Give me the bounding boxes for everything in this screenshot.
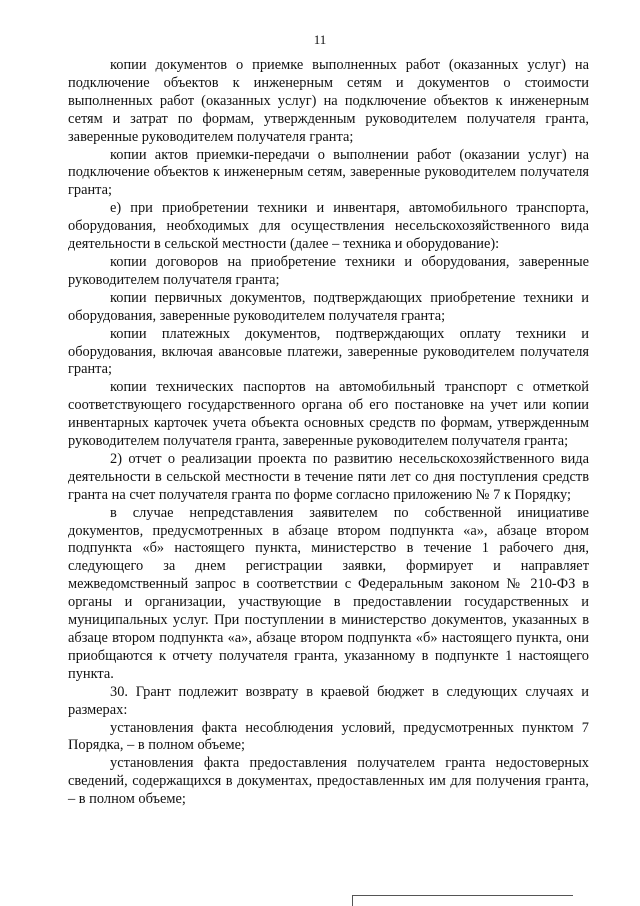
paragraph-purchase-contracts: копии договоров на приобретение техники и оборудования, заверенные руководителем получателя гранта; (68, 253, 589, 288)
document-body (68, 57, 589, 809)
paragraph-subitem-e: е) при приобретении техники и инвентаря, автомобильного транспорта, оборудования, необходимых для осуществления несельскохозяйственного вида деятельности в сельской местности (далее – техника и оборудование): (68, 200, 589, 253)
paragraph-interagency-request: в случае непредставления заявителем по собственной инициативе документов, предусмотренных в абзаце втором подпункта «а», абзаце втором подпункта «б» настоящего пункта, министерство в течение 1 рабочего дня, следующего за днем регистрации заявки, формирует и направляет межведомственный запрос в соответствии с Федеральным законом № 210-ФЗ в органы и организации, участвующие в предоставлении государственных и муниципальных услуг. При поступлении в министерство документов, указанных в абзаце втором подпункта «а», абзаце втором подпункта «б» настоящего пункта, они приобщаются к отчету получателя гранта, указанному в подпункте 1 настоящего пункта. (68, 504, 589, 682)
paragraph-false-information: установления факта предоставления получателем гранта недостоверных сведений, содержащихся в документах, предоставленных им для получения гранта, – в полном объеме; (68, 755, 589, 808)
paragraph-project-report: 2) отчет о реализации проекта по развитию несельскохозяйственного вида деятельности в сельской местности в течение пяти лет со дня поступления средств гранта на счет получателя гранта по форме согласно приложению № 7 к Порядку; (68, 450, 589, 503)
paragraph-noncompliance: установления факта несоблюдения условий, предусмотренных пунктом 7 Порядка, – в полном объеме; (68, 719, 589, 754)
scan-edge-mark (352, 895, 573, 906)
paragraph-acceptance-documents: копии документов о приемке выполненных работ (оказанных услуг) на подключение объектов к инженерным сетям и документов о стоимости выполненных работ (оказанных услуг) на подключение объектов к инженерным сетям и затрат по формам, утвержденным руководителем получателя гранта, заверенные руководителем получателя гранта; (68, 57, 589, 145)
paragraph-technical-passports: копии технических паспортов на автомобильный транспорт с отметкой соответствующего государственного органа об его постановке на учет или копии инвентарных карточек учета объекта основных средств по формам, утвержденным руководителем получателя гранта, заверенные руководителем получателя гранта; (68, 379, 589, 450)
paragraph-payment-documents: копии платежных документов, подтверждающих оплату техники и оборудования, включая авансовые платежи, заверенные руководителем получателя гранта; (68, 325, 589, 378)
paragraph-primary-documents: копии первичных документов, подтверждающих приобретение техники и оборудования, заверенные руководителем получателя гранта; (68, 289, 589, 324)
paragraph-transfer-acts: копии актов приемки-передачи о выполнении работ (оказании услуг) на подключение объектов к инженерным сетям, заверенные руководителем получателя гранта; (68, 146, 589, 199)
page-number: 11 (313, 32, 327, 47)
paragraph-point-30: 30. Грант подлежит возврату в краевой бюджет в следующих случаях и размерах: (68, 683, 589, 718)
